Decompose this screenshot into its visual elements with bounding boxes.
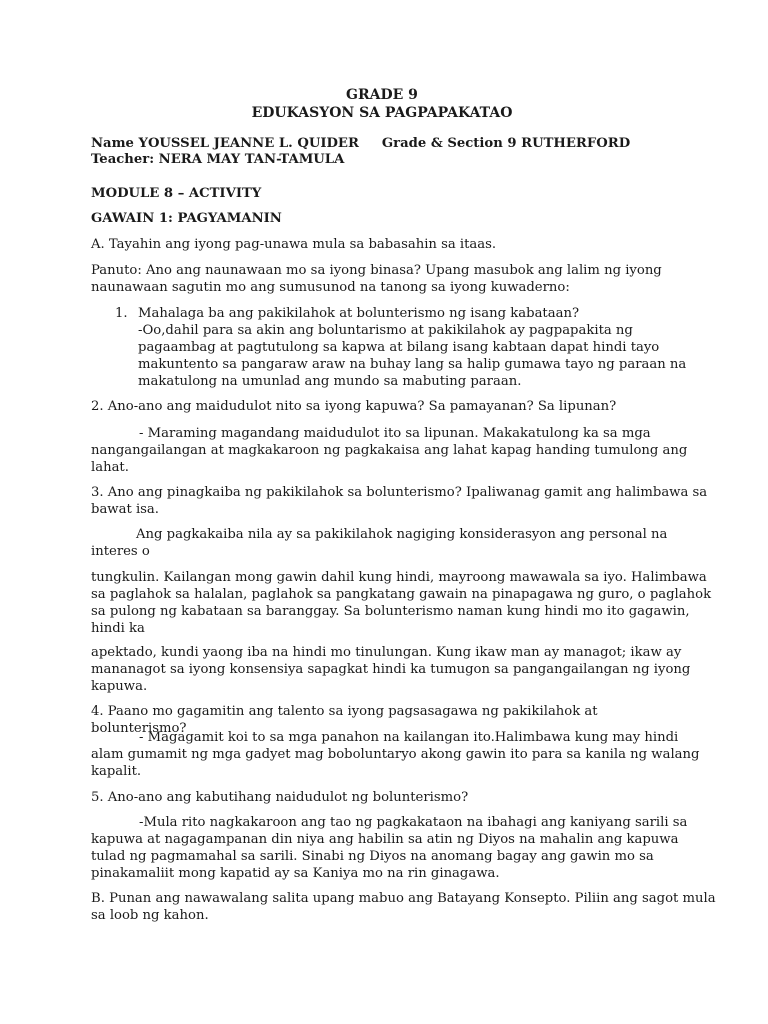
question-1-text: Mahalaga ba ang pakikilahok at bolunterismo ng isang kabataan? [138, 306, 580, 321]
question-1-block [138, 305, 687, 390]
answer-1-line: pagaambag at pagtutulong sa kapwa at bilang isang kabtaan dapat hindi tayo [138, 340, 660, 355]
instruction-b-line: sa loob ng kahon. [91, 908, 209, 923]
answer-2-line: - Maraming magandang maidudulot ito sa lipunan. Makakatulong ka sa mga [139, 426, 651, 441]
answer-4 [91, 729, 700, 780]
panuto-paragraph [91, 262, 673, 296]
answer-3-line: sa paglahok sa halalan, paglahok sa pangkatang gawain na pinapagawa ng guro, o paglahok [91, 587, 712, 602]
answer-5 [91, 814, 688, 882]
answer-5-line: -Mula rito nagkakaroon ang tao ng pagkakataon na ibahagi ang kaniyang sarili sa [139, 815, 688, 830]
answer-3-part-3 [91, 644, 691, 695]
question-3 [91, 484, 708, 518]
answer-2-line: lahat. [91, 460, 129, 475]
question-4: 4. Paano mo gagamitin ang talento sa iyong pagsasagawa ng pakikilahok at bolunterismo? [91, 704, 598, 736]
answer-5-line: kapuwa at nagagampanan din niya ang habilin sa atin ng Diyos na mahalin ang kapuwa [91, 832, 679, 847]
instruction-a: A. Tayahin ang iyong pag-unawa mula sa babasahin sa itaas. [91, 237, 497, 252]
answer-3-line: apektado, kundi yaong iba na hindi mo tinulungan. Kung ikaw man ay managot; ikaw ay [91, 645, 682, 660]
student-name-line: Name YOUSSEL JEANNE L. QUIDER Grade & Section 9 RUTHERFORD [91, 136, 631, 151]
answer-3-line: tungkulin. Kailangan mong gawin dahil kung hindi, mayroong mawawala sa iyo. Halimbawa [91, 570, 707, 585]
answer-1-line: -Oo,dahil para sa akin ang boluntarismo at pakikilahok ay pagpapakita ng [138, 323, 633, 338]
answer-3-line: sa pulong ng kabataan sa baranggay. Sa bolunterismo naman kung hindi mo ito gagawin, [91, 604, 690, 619]
answer-5-line: tulad ng pagmamahal sa sarili. Sinabi ng Diyos na anomang bagay ang gawin mo sa [91, 849, 654, 864]
answer-4-line: - Magagamit koi to sa mga panahon na kailangan ito.Halimbawa kung may hindi [139, 730, 679, 745]
gawain-title: GAWAIN 1: PAGYAMANIN [91, 211, 282, 226]
question-2: 2. Ano-ano ang maidudulot nito sa iyong kapuwa? Sa pamayanan? Sa lipunan? [91, 399, 617, 414]
answer-3-line: kapuwa. [91, 679, 148, 694]
answer-3-part-2 [91, 569, 712, 637]
answer-3-line: interes o [91, 544, 150, 559]
module-title: MODULE 8 – ACTIVITY [91, 186, 262, 201]
answer-3-line: hindi ka [91, 621, 145, 636]
answer-2-line: nangangailangan at magkakaroon ng pagkakaisa ang lahat kapag handing tumulong ang [91, 443, 688, 458]
question-1-number: 1. [115, 306, 128, 321]
answer-3-line: mananagot sa iyong konsensiya sapagkat hindi ka tumugon sa pangangailangan ng iyong [91, 662, 691, 677]
subject-heading: EDUKASYON SA PAGPAPAKATAO [251, 105, 513, 121]
answer-4-line: kapalit. [91, 764, 142, 779]
answer-2 [91, 425, 688, 476]
question-3-line: bawat isa. [91, 502, 159, 517]
grade-heading: GRADE 9 [346, 87, 418, 103]
answer-3-part-1 [91, 526, 673, 560]
answer-4-line: alam gumamit ng mga gadyet mag boboluntaryo akong gawin ito para sa kanila ng walang [91, 747, 700, 762]
instruction-b [91, 890, 716, 924]
answer-1-line: makuntento sa pangaraw araw na buhay lang sa halip gumawa tayo ng paraan na [138, 357, 687, 372]
teacher-line: Teacher: NERA MAY TAN-TAMULA [91, 152, 345, 167]
instruction-b-line: B. Punan ang nawawalang salita upang mabuo ang Batayang Konsepto. Piliin ang sagot mula [91, 891, 716, 906]
question-3-line: 3. Ano ang pinagkaiba ng pakikilahok sa bolunterismo? Ipaliwanag gamit ang halimbawa sa [91, 485, 708, 500]
panuto-line: naunawaan sagutin mo ang sumusunod na tanong sa iyong kuwaderno: [91, 280, 570, 295]
panuto-line: Panuto: Ano ang naunawaan mo sa iyong binasa? Upang masubok ang lalim ng iyong [91, 263, 662, 278]
answer-3-line: Ang pagkakaiba nila ay sa pakikilahok nagiging konsiderasyon ang personal na [136, 527, 668, 542]
question-5: 5. Ano-ano ang kabutihang naidudulot ng bolunterismo? [91, 790, 469, 805]
answer-1-line: makatulong na umunlad ang mundo sa mabuting paraan. [138, 374, 522, 389]
answer-5-line: pinakamaliit mong kapatid ay sa Kaniya mo na rin ginagawa. [91, 866, 500, 881]
